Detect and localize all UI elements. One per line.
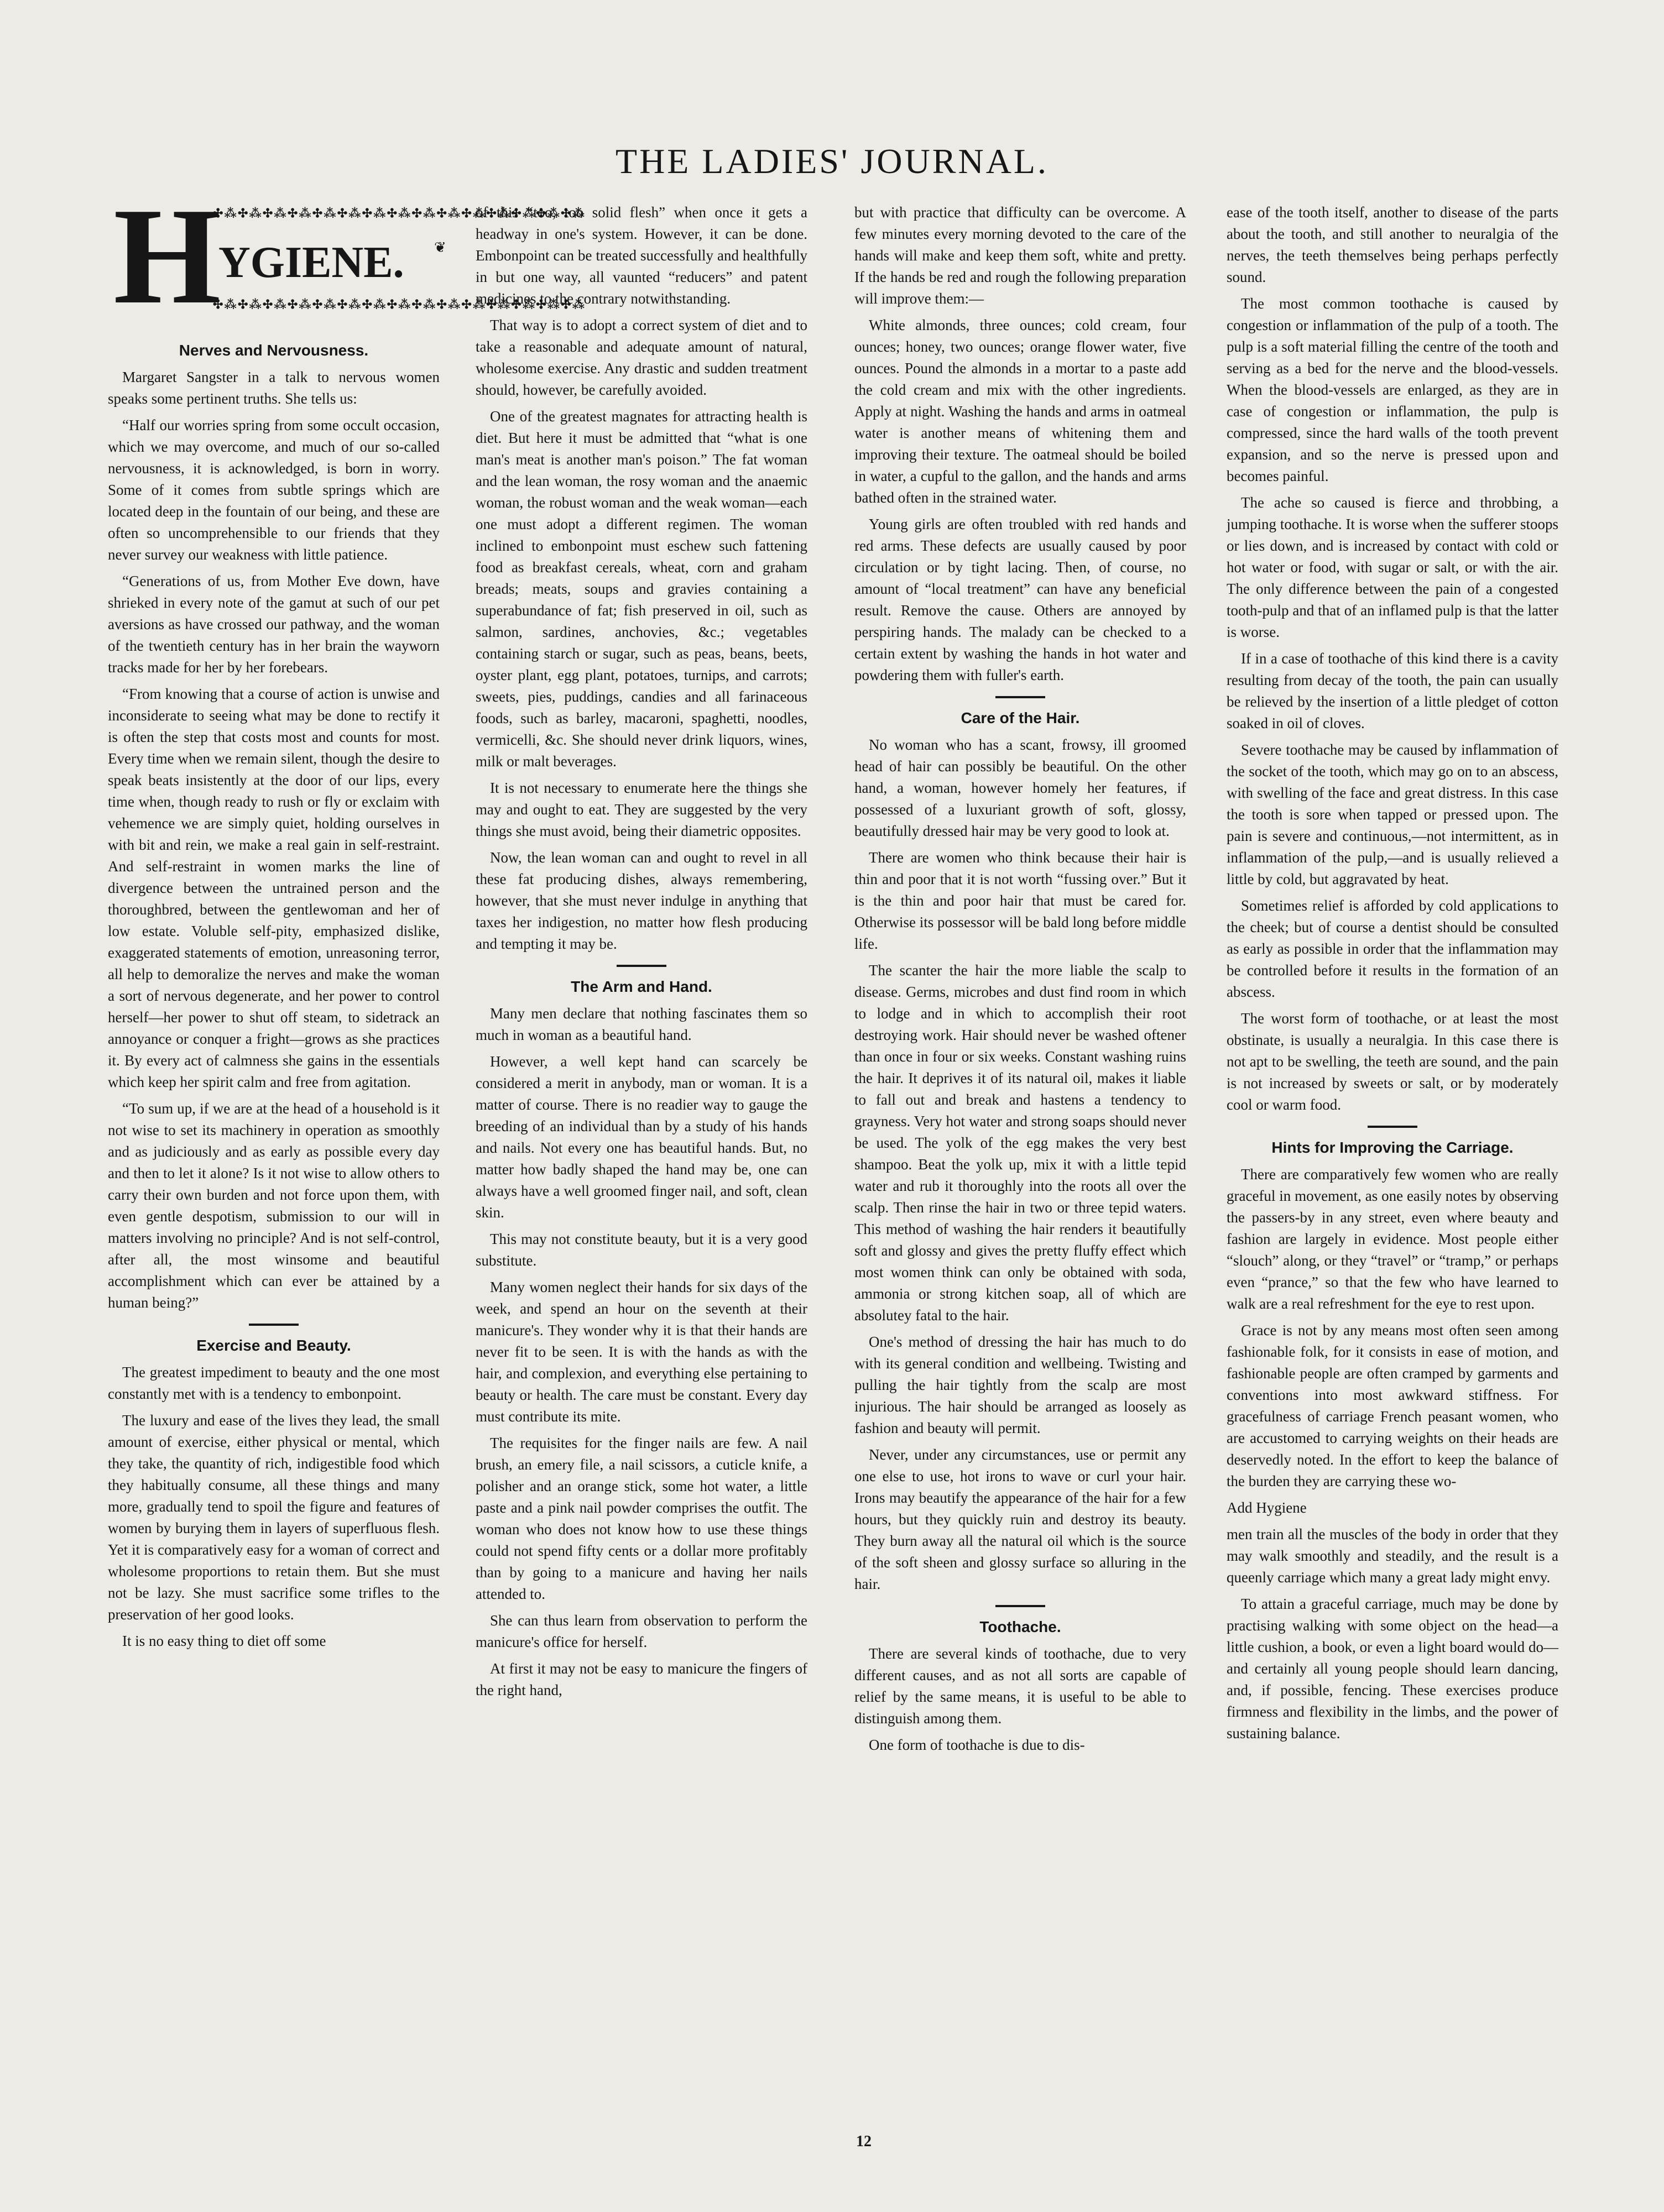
paragraph: One's method of dressing the hair has much to do with its general condition and wellbeing. Twisting and pulling the hair tightly from the scalp are most injurious. The hair should be arranged as loosely as fashion and beauty will permit. <box>854 1334 1186 1436</box>
paragraph: At first it may not be easy to manicure the fingers of the right hand, <box>476 1660 807 1698</box>
article-heading: Care of the Hair. <box>961 709 1080 726</box>
paragraph: men train all the muscles of the body in order that they may walk smoothly and steadily, and the result is a queenly carriage which many a great lady might envy. <box>1227 1526 1558 1586</box>
article-heading: The Arm and Hand. <box>571 978 712 995</box>
paragraph: It is not necessary to enumerate here the things she may and ought to eat. They are suggested by the very things she must avoid, being their diametric opposites. <box>476 780 807 839</box>
paragraph: but with practice that difficulty can be overcome. A few minutes every morning devoted to the care of the hands will make and keep them soft, white and pretty. If the hands be red and rough the following preparation will improve them:— <box>854 204 1186 307</box>
hygiene-title: YGIENE. <box>218 238 404 287</box>
paragraph: “Generations of us, from Mother Eve down, have shrieked in every note of the gamut at such of our pet aversions as have crossed our pathway, and the woman of the twentieth century has in her brain the wayworn tracks made for her by her forebears. <box>108 573 440 676</box>
column-4 <box>1227 202 1558 2026</box>
paragraph: ease of the tooth itself, another to disease of the parts about the tooth, and still another to neuralgia of the nerves, the teeth themselves being perhaps perfectly sound. <box>1227 204 1558 285</box>
ornament-vine-icon: ❦ <box>434 239 446 255</box>
paragraph: of this “too, too solid flesh” when once it gets a headway in one's system. However, it can be done. Embonpoint can be treated successfully and healthfully in but one way, all vaunted “reducers” and patent medicines to the contrary notwithstanding. <box>476 204 807 307</box>
paragraph: Severe toothache may be caused by inflammation of the socket of the tooth, which may go on to an abscess, with swelling of the face and great distress. In this case the tooth is sore when tapped or pressed upon. The pain is severe and continuous,—not intermittent, as in inflammation of the pulp,—and is usually relieved a little by cold, but aggravated by heat. <box>1227 741 1558 887</box>
section-divider <box>995 696 1045 698</box>
section-divider <box>249 1324 299 1326</box>
column-1 <box>108 180 586 2026</box>
paragraph: The requisites for the finger nails are few. A nail brush, an emery file, a nail scissors, a cuticle knife, a polisher and an orange stick, some hot water, a little paste and a pink nail powder comprises the outfit. The woman who does not know how to use these things could not spend fifty cents or a dollar more profitably than by going to a manicure and having her nails attended to. <box>476 1435 807 1602</box>
paragraph: Many women neglect their hands for six days of the week, and spend an hour on the seventh at their manicure's. They wonder why it is that their hands are never fit to be seen. It is with the hands as with the hair, and complexion, and everything else pertaining to beauty or health. The care must be constant. Every day must contribute its mite. <box>476 1279 807 1425</box>
column-2 <box>476 202 807 2026</box>
paragraph: Now, the lean woman can and ought to revel in all these fat producing dishes, always remembering, however, that she must never indulge in anything that taxes her indigestion, no matter how flesh producing and tempting it may be. <box>476 849 807 952</box>
paragraph: There are comparatively few women who are really graceful in movement, as one easily notes by observing the passers-by in any street, even where beauty and fashion are largely in evidence. Most people either “slouch” along, or they “travel” or “tramp,” or perhaps even “prance,” so that the few who have learned to walk are a real refreshment for the eye to rest upon. <box>1227 1166 1558 1312</box>
article-heading: Hints for Improving the Carriage. <box>1271 1139 1514 1156</box>
paragraph: It is no easy thing to diet off some <box>122 1633 326 1649</box>
paragraph: The most common toothache is caused by congestion or inflammation of the pulp of a tooth. The pulp is a soft material filling the centre of the tooth and serving as a bed for the nerve and the blood-vessels. When the blood-vessels are enlarged, as they are in case of congestion or inflammation, the pulp is compressed, since the hard walls of the tooth prevent expansion, and so the nerve is pressed upon and becomes painful. <box>1227 295 1558 484</box>
section-divider <box>617 965 666 967</box>
paragraph: That way is to adopt a correct system of diet and to take a reasonable and adequate amount of natural, wholesome exercise. Any drastic and sudden treatment should, however, be carefully avoided. <box>476 317 807 398</box>
paragraph: However, a well kept hand can scarcely be considered a merit in anybody, man or woman. It is a matter of course. There is no readier way to gauge the breeding of an individual than by a study of his hands and nails. Not every one has beautiful hands. But, no matter how badly shaped the hand may be, one can always have a well groomed finger nail, and soft, clean skin. <box>476 1053 807 1221</box>
article-heading: Toothache. <box>979 1618 1061 1635</box>
paragraph: One form of toothache is due to dis- <box>869 1737 1085 1753</box>
paragraph: The ache so caused is fierce and throbbing, a jumping toothache. It is worse when the sufferer stoops or lies down, and is increased by contact with cold or hot water or food, with sugar or salt, or with the air. The only difference between the pain of a congested tooth-pulp and that of an inflamed pulp is that the latter is worse. <box>1227 494 1558 640</box>
paragraph: There are several kinds of toothache, due to very different causes, and as not all sorts are capable of relief by the same means, it is useful to be able to distinguish among them. <box>854 1645 1186 1727</box>
paragraph: “To sum up, if we are at the head of a household is it not wise to set its machinery in operation as smoothly and as judiciously and as early as possible every day and then to let it alone? Is it not wise to allow others to carry their own burden and not force upon them, with even gentle despotism, submission to our will in matters involving no principle? And is not self-control, after all, the most winsome and beautiful accomplishment which can ever be attained by a human being?” <box>108 1100 440 1311</box>
article-heading: Exercise and Beauty. <box>196 1337 351 1354</box>
article-heading: Nerves and Nervousness. <box>179 342 369 359</box>
hygiene-department-heading <box>108 180 586 333</box>
paragraph: Margaret Sangster in a talk to nervous women speaks some pertinent truths. She tells us: <box>108 369 440 407</box>
hygiene-drop-initial: H <box>113 180 221 333</box>
page-number: 12 <box>856 2133 872 2150</box>
paragraph: White almonds, three ounces; cold cream, four ounces; honey, two ounces; orange flower water, five ounces. Pound the almonds in a mortar to a paste add the cold cream and mix with the other ingredients. Apply at night. Washing the hands and arms in oatmeal water is another means of whitening them and improving their texture. The oatmeal should be boiled in water, a cupful to the gallon, and the hands and arms bathed often in the strained water. <box>854 317 1186 506</box>
paragraph: The scanter the hair the more liable the scalp to disease. Germs, microbes and dust find room in which to lodge and in which to accomplish their root destroying work. Hair should never be washed oftener than once in four or six weeks. Constant washing ruins the hair. It deprives it of its natural oil, makes it liable to fall out and break and hastens a tendency to grayness. Very hot water and strong soaps should never be used. The yolk of the egg makes the very best shampoo. Beat the yolk up, mix it with a little tepid water and rub it thoroughly into the roots all over the scalp. Then rinse the hair in two or three tepid waters. This method of washing the hair renders it beautifully soft and glossy and gives the pretty fluffy effect which most women think can only be obtained with soda, ammonia or strong kitchen soap, all of which are absolutey fatal to the hair. <box>854 962 1186 1324</box>
column-3 <box>854 202 1186 2026</box>
paragraph: “From knowing that a course of action is unwise and inconsiderate to seeing what may be done to rectify it is often the step that costs most and counts for most. Every time when we remain silent, though the desire to speak beats insistently at the door of our lips, every time when, though ready to rush or fly or exclaim with vehemence we are simply quiet, holding ourselves in with bit and rein, we make a real gain in self-restraint. And self-restraint in women marks the line of divergence between the untrained person and the thoroughbred, between the gentlewoman and her of low estate. Voluble self-pity, emphasized dislike, exaggerated statements of emotion, unreasoning terror, all help to demoralize the nerves and make the woman a sort of nervous degenerate, and her power to control herself—her power to shut off steam, to sidetrack an annoyance or conquer a fright—grows as she practices it. By every act of calmness she gains in the essentials which keep her spirit calm and free from agitation. <box>108 686 440 1090</box>
section-divider <box>995 1605 1045 1607</box>
journal-masthead: THE LADIES' JOURNAL. <box>615 142 1049 181</box>
paragraph: There are women who think because their hair is thin and poor that it is not worth “fussing over.” But it is the thin and poor hair that must be cared for. Otherwise its possessor will be bald long before middle life. <box>854 849 1186 952</box>
paragraph: She can thus learn from observation to perform the manicure's office for herself. <box>476 1612 807 1650</box>
paragraph: The luxury and ease of the lives they lead, the small amount of exercise, either physical or mental, which they take, the quantity of rich, indigestible food which they habitually consume, all these things and many more, gradually tend to spoil the figure and features of women by burying them in layers of superfluous flesh. Yet it is comparatively easy for a woman of correct and wholesome proportions to retain them. But she must not be lazy. She must sacrifice some trifles to the preservation of her good looks. <box>108 1412 440 1623</box>
paragraph: Sometimes relief is afforded by cold applications to the cheek; but of course a dentist should be consulted as early as possible in order that the inflammation may be controlled before it results in the formation of an abscess. <box>1227 897 1558 1000</box>
paragraph: One of the greatest magnates for attracting health is diet. But here it must be admitted that “what is one man's meat is another man's poison.” The fat woman and the lean woman, the rosy woman and the anaemic woman, the robust woman and the weak woman—each one must adopt a different regimen. The woman inclined to embonpoint must eschew such fattening food as breakfast cereals, wheat, corn and graham breads; meats, soups and gravies containing a superabundance of fat; fish preserved in oil, such as salmon, sardines, anchovies, &c.; vegetables containing starch or sugar, such as peas, beans, beets, oyster plant, egg plant, potatoes, turnips, and carrots; sweets, pies, puddings, candies and all farinaceous foods, such as barley, macaroni, spaghetti, noodles, vermicelli, &c. She should never drink liquors, wines, milk or malt beverages. <box>476 408 807 770</box>
paragraph: The worst form of toothache, or at least the most obstinate, is usually a neuralgia. In this case there is not apt to be swelling, the teeth are sound, and the pain is not increased by sweets or salt, or by moderately cool or warm food. <box>1227 1010 1558 1113</box>
paragraph: No woman who has a scant, frowsy, ill groomed head of hair can possibly be beautiful. On the other hand, a woman, however homely her features, if possessed of a luxuriant growth of soft, glossy, beautifully dressed hair may be very good to look at. <box>854 736 1186 839</box>
ornament-border-icon: ✣⁂✣⁂✣⁂✣⁂✣⁂✣⁂✣⁂✣⁂✣⁂✣⁂✣⁂✣⁂✣⁂✣⁂✣⁂ <box>213 206 586 220</box>
paragraph: Young girls are often troubled with red hands and red arms. These defects are usually caused by poor circulation or by tight lacing. Then, of course, no amount of “local treatment” can have any beneficial result. Remove the cause. Others are annoyed by perspiring hands. The malady can be checked to a certain extent by washing the hands in hot water and powdering them with fuller's earth. <box>854 516 1186 683</box>
paragraph: Add Hygiene <box>1227 1499 1307 1516</box>
paragraph: This may not constitute beauty, but it is a very good substitute. <box>476 1231 807 1269</box>
paragraph: Grace is not by any means most often seen among fashionable folk, for it consists in ease of motion, and fashionable people are often cramped by garments and conventions into most awkward stiffness. For gracefulness of carriage French peasant women, who are accustomed to carrying weights on their heads are deservedly noted. In the effort to keep the balance of the burden they are carrying these wo- <box>1227 1322 1558 1489</box>
paragraph: The greatest impediment to beauty and the one most constantly met with is a tendency to embonpoint. <box>108 1364 440 1402</box>
ornament-border-icon: ✣⁂✣⁂✣⁂✣⁂✣⁂✣⁂✣⁂✣⁂✣⁂✣⁂✣⁂✣⁂✣⁂✣⁂✣⁂ <box>213 297 586 311</box>
paragraph: If in a case of toothache of this kind there is a cavity resulting from decay of the tooth, the pain can usually be relieved by the insertion of a little pledget of cotton soaked in oil of cloves. <box>1227 650 1558 731</box>
paragraph: To attain a graceful carriage, much may be done by practising walking with some object on the head—a little cushion, a book, or even a light board would do—and certainly all young people should learn dancing, and, if possible, fencing. These exercises produce firmness and flexibility in the limbs, and the power of sustaining balance. <box>1227 1596 1558 1742</box>
paragraph: Many men declare that nothing fascinates them so much in woman as a beautiful hand. <box>476 1005 807 1043</box>
column-1-text <box>108 339 440 1652</box>
paragraph: Never, under any circumstances, use or permit any one else to use, hot irons to wave or curl your hair. Irons may beautify the appearance of the hair for a few hours, but they quickly ruin and destroy its beauty. They burn away all the natural oil which is the source of the soft sheen and glossy surface so alluring in the hair. <box>854 1446 1186 1592</box>
paragraph: “Half our worries spring from some occult occasion, which we may overcome, and much of our so-called nervousness, it is acknowledged, is born in worry. Some of it comes from subtle springs which are located deep in the fountain of our being, and these are often so uncomprehensible to our friends that they never survey our weakness with little patience. <box>108 417 440 563</box>
section-divider <box>1368 1126 1417 1128</box>
